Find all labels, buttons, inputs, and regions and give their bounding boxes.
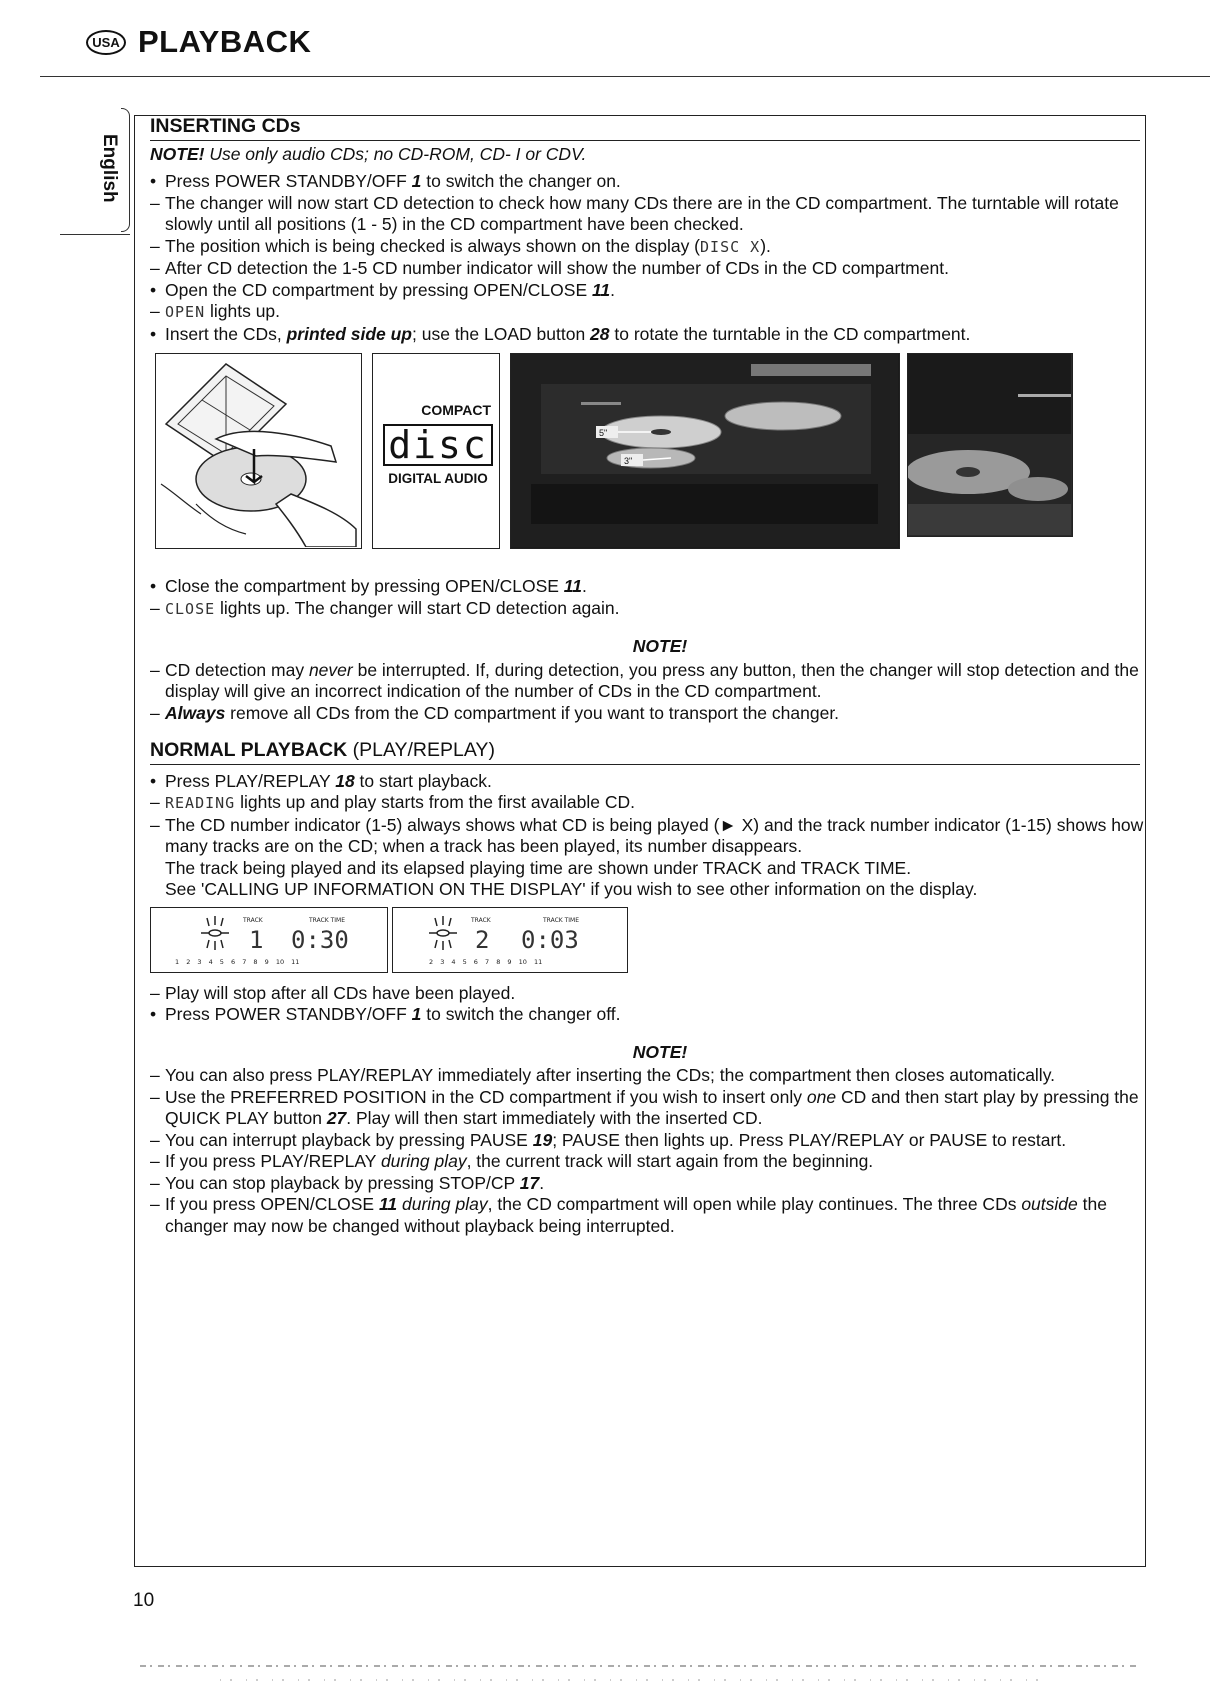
text-run: Always	[165, 702, 226, 723]
text-run: outside	[1021, 1194, 1078, 1214]
text-run: 17	[519, 1172, 540, 1193]
display-track-time: 0:30	[291, 925, 349, 954]
text-run: 19	[532, 1129, 553, 1150]
list-item	[150, 324, 1170, 346]
list-item	[150, 576, 1170, 598]
logo-compact-text: COMPACT	[421, 402, 491, 418]
changer-photo	[510, 353, 900, 549]
scan-artifact-strip	[140, 1660, 1190, 1690]
text-run: lights up.	[205, 301, 281, 321]
text-run: 11	[563, 576, 582, 596]
text-run: Play will stop after all CDs have been played.	[165, 982, 516, 1003]
text-run: The CD number indicator (1-5) always shows what CD is being played (► X) and the track number indicator (1-15) shows how many tracks are on the CD; when a track has been played, its number disappears.	[165, 814, 1144, 856]
list-item	[150, 598, 1170, 621]
list-item	[150, 815, 1170, 858]
dash-marker: –	[150, 597, 160, 618]
normal-playback-note-title: NOTE!	[632, 1041, 688, 1062]
text-run: never	[308, 659, 353, 680]
text-run: to switch the changer on.	[421, 171, 621, 191]
display-example-1	[150, 907, 388, 973]
list-item	[150, 1173, 1170, 1195]
text-run: printed side up	[286, 323, 413, 344]
text-run: to rotate the turntable in the CD compartment.	[609, 323, 971, 344]
text-run: You can stop playback by pressing STOP/CP	[165, 1172, 520, 1193]
text-run: 11	[378, 1194, 398, 1214]
list-item	[150, 258, 1170, 280]
lcd-text: DISC X	[700, 237, 761, 256]
normal-playback-after-list	[150, 983, 1170, 1026]
list-item	[150, 792, 1170, 815]
text-run: You can also press PLAY/REPLAY immediately after inserting the CDs; the compartment then closes automatically.	[165, 1065, 1056, 1085]
content-area	[150, 116, 1170, 1237]
list-item	[150, 983, 1170, 1005]
dash-marker: –	[150, 702, 160, 723]
text-run: 1	[411, 171, 422, 191]
bullet-icon: •	[150, 1004, 157, 1024]
dash-marker: –	[150, 1086, 160, 1107]
usa-region-badge: USA	[86, 30, 126, 55]
language-tab-bracket	[121, 108, 130, 232]
text-run: , the current track will start again from the beginning.	[466, 1151, 874, 1171]
turntable-closeup-photo	[907, 353, 1073, 537]
inserting-note2-title: NOTE!	[632, 636, 688, 656]
display-examples	[150, 907, 1170, 977]
changer-photo-drawing	[511, 354, 898, 547]
normal-playback-title-suffix: (PLAY/REPLAY)	[347, 739, 495, 761]
text-run: The changer will now start CD detection to check how many CDs there are in the CD compartment. The turntable will rotate slowly until all positions (1 - 5) in the CD compartment have been checked.	[165, 192, 1119, 234]
text-run: ).	[760, 235, 771, 256]
text-run: .	[539, 1172, 545, 1193]
text-run: Open the CD compartment by pressing OPEN/CLOSE	[165, 279, 592, 300]
display-track-label: TRACK	[243, 916, 263, 924]
display-track-number: 2	[475, 925, 490, 954]
cd-spin-icon	[429, 916, 457, 950]
lcd-text: READING	[165, 794, 236, 812]
text-run: lights up. The changer will start CD detection again.	[215, 597, 620, 618]
text-run: The track being played and its elapsed playing time are shown under TRACK and TRACK TIME.	[165, 857, 912, 878]
inserting-note2-list	[150, 660, 1170, 725]
text-run: be interrupted. If, during detection, you press any button, then the changer will stop detection and the display will give an incorrect indication of the number of CDs in the CD compartment.	[165, 659, 1139, 701]
list-item	[150, 771, 1170, 793]
header-divider	[40, 76, 1210, 77]
text-run: Insert the CDs,	[165, 323, 287, 344]
display-example-1-drawing	[151, 908, 386, 971]
list-item	[150, 858, 1170, 880]
text-run: remove all CDs from the CD compartment if you want to transport the changer.	[225, 702, 840, 723]
compact-disc-logo	[372, 353, 500, 549]
dash-marker: –	[150, 814, 160, 835]
display-track-time: 0:03	[521, 925, 579, 954]
text-run: .	[610, 279, 616, 300]
dash-marker: –	[150, 659, 160, 680]
lcd-text: CLOSE	[165, 599, 216, 618]
display-track-label: TRACK	[471, 916, 491, 924]
hand-inserting-cd-illustration	[155, 353, 362, 549]
turntable-closeup-drawing	[908, 354, 1071, 535]
normal-playback-title: NORMAL PLAYBACK	[150, 739, 348, 761]
list-item	[150, 1151, 1170, 1173]
display-example-2	[392, 907, 628, 973]
list-item	[150, 1087, 1170, 1130]
text-run: to start playback.	[354, 770, 492, 791]
dash-marker: –	[150, 1129, 160, 1150]
display-track-number: 1	[249, 925, 264, 954]
language-tab-label: English	[99, 134, 120, 203]
cd-spin-icon	[201, 916, 229, 950]
list-item	[150, 1004, 1170, 1026]
text-run: See 'CALLING UP INFORMATION ON THE DISPLAY' if you wish to see other information on the display.	[165, 879, 978, 899]
list-item	[150, 280, 1170, 302]
bullet-icon: •	[150, 279, 157, 300]
text-run: one	[806, 1086, 837, 1107]
text-run: Use the PREFERRED POSITION in the CD compartment if you wish to insert only	[165, 1086, 807, 1107]
dash-marker: –	[150, 258, 160, 278]
dash-marker: –	[150, 1151, 160, 1171]
normal-playback-note-list	[150, 1065, 1170, 1237]
inserting-note-text: Use only audio CDs; no CD-ROM, CD- I or CDV.	[204, 143, 587, 164]
text-run: lights up and play starts from the first available CD.	[235, 792, 635, 812]
list-item	[150, 879, 1170, 901]
page-header	[86, 24, 311, 60]
text-run: CD detection may	[165, 659, 309, 680]
list-item	[150, 171, 1170, 193]
language-tab-rule	[60, 234, 130, 235]
dash-marker: –	[150, 1065, 160, 1085]
logo-digital-audio-text: DIGITAL AUDIO	[388, 470, 488, 486]
dash-marker: –	[150, 982, 160, 1003]
dash-marker: –	[150, 235, 160, 256]
list-item	[150, 1130, 1170, 1152]
dash-marker: –	[150, 301, 160, 321]
text-run: 11	[591, 279, 611, 300]
list-item	[150, 1065, 1170, 1087]
hand-cd-drawing	[156, 354, 360, 547]
text-run: 27	[326, 1108, 347, 1128]
language-tab	[60, 108, 130, 236]
logo-disc-text: disc	[383, 424, 493, 466]
bullet-icon: •	[150, 323, 157, 344]
inserting-note	[150, 144, 1170, 166]
list-item	[150, 236, 1170, 259]
text-run: .	[581, 576, 587, 596]
text-run: 18	[335, 770, 355, 791]
list-item	[150, 703, 1170, 725]
page-number: 10	[133, 1590, 155, 1611]
section-title-normal-playback	[150, 740, 1140, 765]
large-cd-label: 5"	[599, 428, 608, 438]
inserting-illustrations	[150, 351, 1170, 558]
text-run: You can interrupt playback by pressing PAUSE	[165, 1129, 533, 1150]
normal-playback-list	[150, 771, 1170, 901]
close-list	[150, 576, 1170, 620]
dash-marker: –	[150, 192, 160, 213]
dash-marker: –	[150, 1172, 160, 1193]
bullet-icon: •	[150, 770, 157, 791]
bullet-icon: •	[150, 171, 157, 191]
list-item	[150, 193, 1170, 236]
text-run: Press POWER STANDBY/OFF	[165, 1004, 412, 1024]
display-example-2-drawing	[393, 908, 626, 971]
display-time-label: TRACK TIME	[543, 916, 580, 924]
text-run: during play	[380, 1151, 467, 1171]
text-run: 28	[590, 323, 610, 344]
text-run: 1	[411, 1004, 422, 1024]
compact-disc-logo-inner	[383, 400, 493, 489]
display-track-indicator: 1 2 3 4 5 6 7 8 9 10 11	[175, 957, 300, 966]
inserting-note-label: NOTE!	[150, 143, 205, 164]
text-run: Press PLAY/REPLAY	[165, 770, 336, 791]
text-run: , the CD compartment will open while play continues. The three CDs	[487, 1194, 1022, 1214]
dash-marker: –	[150, 1194, 160, 1214]
text-run: to switch the changer off.	[421, 1004, 621, 1024]
small-cd-label: 3"	[624, 456, 633, 466]
display-track-indicator: 2 3 4 5 6 7 8 9 10 11	[429, 957, 543, 966]
text-run: the changer may now be changed without playback being interrupted.	[165, 1194, 1107, 1236]
section-title-inserting: INSERTING CDs	[150, 116, 1140, 141]
text-run: If you press PLAY/REPLAY	[165, 1151, 381, 1171]
inserting-list	[150, 171, 1170, 345]
text-run: ; use the LOAD button	[412, 323, 591, 344]
list-item	[150, 301, 1170, 324]
display-time-label: TRACK TIME	[309, 916, 346, 924]
dash-marker: –	[150, 792, 160, 812]
text-run: ; PAUSE then lights up. Press PLAY/REPLAY or PAUSE to restart.	[552, 1129, 1067, 1150]
text-run: CD and then start play by pressing the QUICK PLAY button	[165, 1086, 1139, 1128]
bullet-icon: •	[150, 576, 157, 596]
page-title: PLAYBACK	[138, 24, 312, 59]
text-run: during play	[402, 1194, 488, 1214]
text-run: . Play will then start immediately with the inserted CD.	[346, 1108, 763, 1128]
text-run: If you press OPEN/CLOSE	[165, 1194, 379, 1214]
text-run: After CD detection the 1-5 CD number indicator will show the number of CDs in the CD compartment.	[165, 258, 949, 278]
text-run: Press POWER STANDBY/OFF	[165, 171, 412, 191]
lcd-text: OPEN	[165, 303, 206, 321]
text-run: Close the compartment by pressing OPEN/CLOSE	[165, 576, 564, 596]
text-run: The position which is being checked is always shown on the display (	[165, 235, 701, 256]
list-item	[150, 1194, 1170, 1237]
list-item	[150, 660, 1170, 703]
